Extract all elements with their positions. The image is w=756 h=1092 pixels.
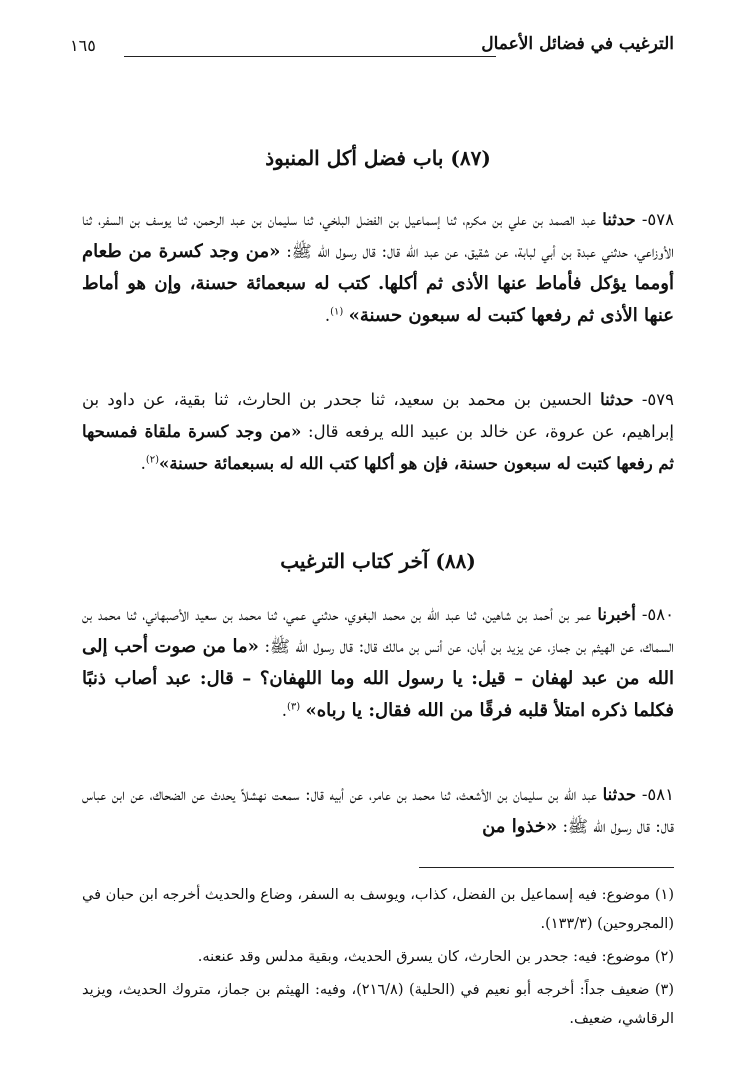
- chapter-heading-87: (٨٧) باب فضل أكل المنبوذ: [265, 146, 491, 170]
- matn-text: «خذوا من: [482, 816, 558, 837]
- footnote-3: (٣) ضعيف جداً: أخرجه أبو نعيم في (الحلية) (٢١٦/٨)، وفيه: الهيثم بن جماز، متروك الحديث، ويزيد الرقاشي، ضعيف.: [82, 982, 674, 1027]
- footnote-separator: [419, 867, 674, 868]
- hadith-578: [82, 204, 674, 332]
- chapter-heading-88: (٨٨) آخر كتاب الترغيب: [280, 549, 476, 573]
- isnad-text: عبد الصمد بن علي بن مكرم، ثنا إسماعيل بن الفضل البلخي، ثنا سليمان بن عبد الرحمن، ثنا يوسف بن السفر، ثنا الأوزاعي، حدثني عبدة بن أبي لبابة، عن شقيق، عن عبد الله قال: قال رسول الله ﷺ:: [82, 210, 674, 261]
- narration-lead: حدثنا: [600, 390, 634, 409]
- end-mark: .: [140, 454, 146, 473]
- end-mark: .: [324, 306, 331, 325]
- hadith-number: ٥٧٩-: [633, 390, 674, 409]
- isnad-text: الحسين بن محمد بن سعيد، ثنا جحدر بن الحارث، ثنا بقية، عن داود بن إبراهيم، عن عروة، عن خالد بن عبيد الله يرفعه قال:: [82, 390, 674, 441]
- footnote-1: (١) موضوع: فيه إسماعيل بن الفضل، كذاب، ويوسف به السفر، وضاع والحديث أخرجه ابن حبان في (المجروحين) (١٣٣/٣).: [82, 887, 674, 932]
- page-number: ١٦٥: [70, 36, 96, 55]
- footnote-ref-3[interactable]: (٣): [287, 701, 301, 713]
- footnote-ref-2[interactable]: (٢): [145, 454, 159, 466]
- hadith-581: [82, 779, 674, 843]
- running-title: الترغيب في فضائل الأعمال: [481, 34, 674, 54]
- isnad-text: عمر بن أحمد بن شاهين، ثنا عبد الله بن محمد البغوي، حدثني عمي، ثنا محمد بن سعيد الأصبهاني، ثنا محمد بن السماك، عن الهيثم بن جماز، عن يزيد بن أبان، عن أنس بن مالك قال: قال رسول الله ﷺ:: [82, 605, 675, 656]
- matn-text: «من وجد كسرة من طعام أومما يؤكل فأماط عنها الأذى ثم أكلها. كتب له سبعمائة حسنة، وإن هو أماط عنها الأذى ثم رفعها كتبت له سبعون حسنة»: [82, 241, 674, 326]
- hadith-580: [82, 599, 674, 727]
- narration-lead: حدثنا: [602, 785, 637, 804]
- matn-text: «ما من صوت أحب إلى الله من عبد لهفان – قيل: يا رسول الله وما اللهفان؟ – قال: عبد أصاب ذنبًا فكلما ذكره امتلأ قلبه فرقًا من الله فقال: يا رباه»: [82, 636, 674, 721]
- footnote-2: (٢) موضوع: فيه: جحدر بن الحارث، كان يسرق الحديث، وبقية مدلس وقد عنعنه.: [197, 949, 674, 965]
- end-mark: .: [281, 701, 288, 720]
- hadith-number: ٥٨٠-: [635, 605, 674, 624]
- footnote-ref-1[interactable]: (١): [330, 306, 344, 318]
- narration-lead: أخبرنا: [597, 605, 636, 624]
- header-rule: [124, 56, 496, 57]
- footnotes: [82, 881, 674, 1038]
- running-header: [70, 34, 674, 64]
- hadith-number: ٥٨١-: [636, 785, 674, 804]
- isnad-text: عبد الله بن سليمان بن الأشعث، ثنا محمد بن عامر، عن أبيه قال: سمعت نهشلاً يحدث عن الضحاك، عن ابن عباس قال: قال رسول الله ﷺ:: [82, 785, 674, 836]
- hadith-579: [82, 384, 674, 480]
- hadith-number: ٥٧٨-: [635, 210, 674, 229]
- narration-lead: حدثنا: [602, 210, 636, 229]
- matn-text: «من وجد كسرة ملقاة فمسحها ثم رفعها كتبت له سبعون حسنة، فإن هو أكلها كتب الله له بسبعمائة حسنة»: [82, 422, 674, 473]
